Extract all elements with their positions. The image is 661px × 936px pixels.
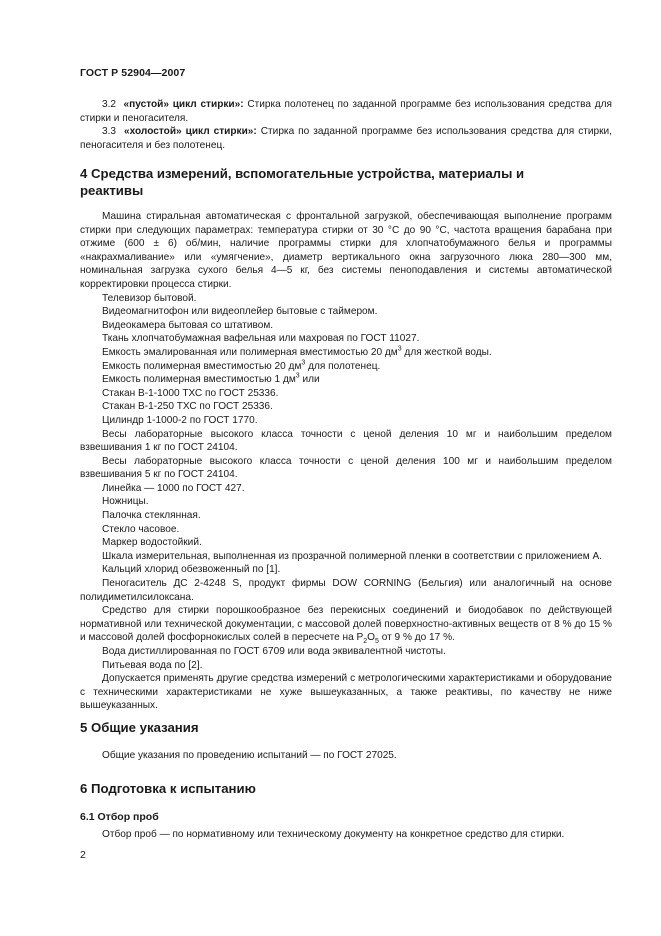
list-item: Средство для стирки порошкообразное без перекисных соединений и биодобавок по действующей нормативной или технической документации, с массовой долей поверхностно-активных веществ от 8 % до 15 % и массовой долей фосфорнокислых солей в пересчете на $P_2O_5$ от 9 % до 17 %. [80, 605, 612, 646]
list-item: Шкала измерительная, выполненная из прозрачной полимерной пленки в соответствии с приложением А. [102, 550, 603, 562]
list-item: Маркер водостойкий. [102, 537, 202, 549]
paragraph: Машина стиральная автоматическая с фронтальной загрузкой, обеспечивающая выполнение программ стирки при следующих параметрах: температура стирки от 30 °С до 90 °С, частота вращения барабана при отжиме (600 ± 6) об/мин, наличие программы стирки для хлопчатобумажного белья и программы «накрахмаливание» или «умягчение», диаметр вертикального окна загрузочного люка 280—300 мм, номинальная загрузка сухого белья 4—5 кг, без системы пеноподавления и системы автоматической корректировки процесса стирки. [80, 211, 612, 290]
list-item: Цилиндр 1-1000-2 по ГОСТ 1770. [102, 414, 258, 426]
list-item: Емкость полимерная вместимостью 1 $дм^3$ или [102, 372, 320, 386]
running-header: ГОСТ Р 52904—2007 [80, 67, 186, 79]
list-item: Питьевая вода по [2]. [102, 659, 203, 671]
list-item: Весы лабораторные высокого класса точности с ценой деления 100 мг и наибольшим пределом взвешивания 5 кг по ГОСТ 24104. [80, 455, 612, 481]
paragraph: Отбор проб — по нормативному или техническому документу на конкретное средство для стирки. [102, 829, 565, 840]
list-item: Телевизор бытовой. [102, 292, 197, 304]
list-item: Ткань хлопчатобумажная вафельная или махровая по ГОСТ 11027. [102, 333, 420, 345]
section-4-heading: 4 Средства измерений, вспомогательные устройства, материалы и реактивы [80, 166, 525, 198]
term-3-2: 3.2 «пустой» цикл стирки»: Стирка полотенец по заданной программе без использования средства для стирки и пеногасителя. [80, 99, 613, 124]
section-6-heading: 6 Подготовка к испытанию [80, 781, 256, 796]
section-4-body [80, 210, 612, 713]
page-number: 2 [80, 849, 86, 861]
list-item: Весы лабораторные высокого класса точности с ценой деления 10 мг и наибольшим пределом взвешивания 1 кг по ГОСТ 24104. [80, 428, 612, 454]
list-item: Стакан В-1-250 ТХС по ГОСТ 25336. [102, 401, 273, 413]
terms-block [80, 98, 612, 152]
list-item: Стекло часовое. [102, 523, 180, 535]
list-item: Видеокамера бытовая со штативом. [102, 319, 274, 331]
list-item: Видеомагнитофон или видеоплейер бытовые с таймером. [102, 306, 378, 318]
list-item: Кальций хлорид обезвоженный по [1]. [102, 564, 281, 576]
list-item: Ножницы. [102, 496, 149, 508]
list-item: Палочка стеклянная. [102, 510, 201, 522]
subsection-6-1-heading: 6.1 Отбор проб [80, 811, 159, 823]
section-5-body [80, 749, 612, 763]
list-item: Емкость полимерная вместимостью 20 $дм^3$ для полотенец. [102, 359, 381, 372]
list-item: Допускается применять другие средства измерений с метрологическими характеристиками и оборудование с техническими характеристиками не хуже вышеуказанных, а также реактивы, по качеству не ниже вышеуказанных. [80, 673, 612, 712]
list-item: Линейка — 1000 по ГОСТ 427. [102, 482, 245, 494]
term-3-3: 3.3 «холостой» цикл стирки»: Стирка по заданной программе без использования средства для стирки, пеногасителя и без полотенец. [80, 126, 612, 151]
list-item: Емкость эмалированная или полимерная вместимостью 20 $дм^3$ для жесткой воды. [102, 345, 492, 358]
section-5-heading: 5 Общие указания [80, 720, 199, 735]
section-6-body [80, 828, 612, 842]
list-item: Пеногаситель ДС 2-4248 S, продукт фирмы DOW CORNING (Бельгия) или аналогичный на основе полидиметилсилоксана. [80, 578, 612, 603]
paragraph: Общие указания по проведению испытаний — по ГОСТ 27025. [102, 750, 397, 761]
list-item: Вода дистиллированная по ГОСТ 6709 или вода эквивалентной чистоты. [102, 646, 446, 657]
list-item: Стакан В-1-1000 ТХС по ГОСТ 25336. [102, 387, 279, 399]
